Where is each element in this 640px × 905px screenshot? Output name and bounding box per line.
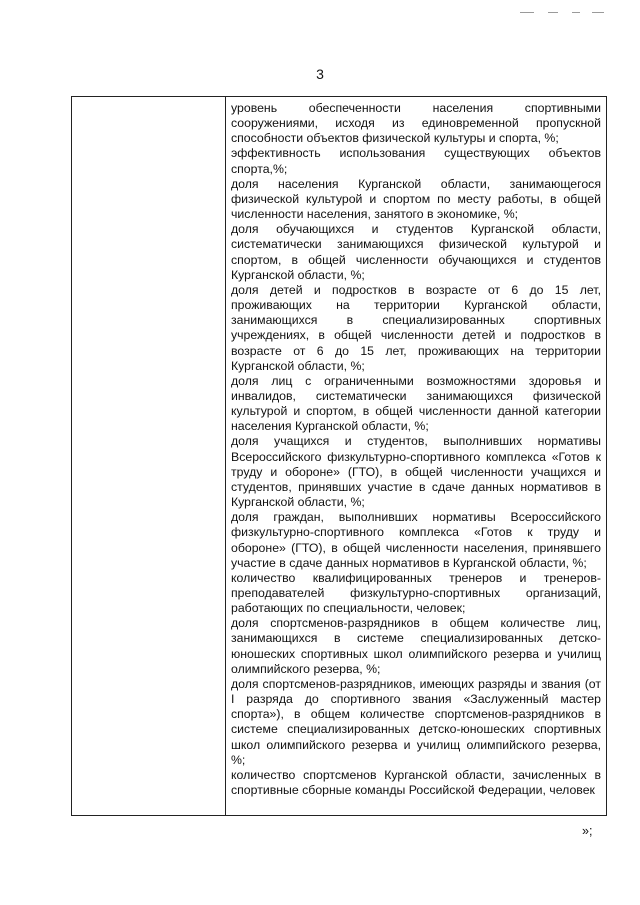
indicator-item: эффективность использования существующих объектов спорта,%; — [231, 146, 601, 176]
indicator-item: доля населения Курганской области, занимающегося физической культурой и спортом по месту работы, в общей численности населения, занятого в экономике, %; — [231, 176, 601, 222]
indicator-item: уровень обеспеченности населения спортивными сооружениями, исходя из единовременной пропускной способности объектов физической культуры и спорта, %; — [231, 101, 601, 146]
indicator-item: доля детей и подростков в возрасте от 6 до 15 лет, проживающих на территории Курганской области, занимающихся в специализированных спортивных учреждениях, в общей численности детей и подростков в возрасте от 6 до 15 лет, проживающих на территории Курганской области, %; — [231, 282, 601, 373]
scan-artifact-top — [572, 12, 580, 13]
indicator-item: количество спортсменов Курганской области, зачисленных в спортивные сборные команды Российской Федерации, человек — [231, 767, 601, 798]
indicator-item: доля лиц с ограниченными возможностями здоровья и инвалидов, систематически занимающихся физической культурой и спортом, в общей численности данной категории населения Курганской области, %; — [231, 373, 601, 434]
indicator-item: доля обучающихся и студентов Курганской области, систематически занимающихся физической культурой и спортом, в общей численности обучающихся и студентов Курганской области, %; — [231, 222, 601, 282]
closing-quote-mark: »; — [582, 824, 593, 838]
indicators-table — [71, 96, 607, 816]
indicators-cell — [231, 101, 601, 798]
indicator-item: доля граждан, выполнивших нормативы Всероссийского физкультурно-спортивного комплекса «Готов к труду и обороне» (ГТО), в общей численности населения, принявшего участие в сдаче данных нормативов в Курганской области, %; — [231, 510, 601, 570]
indicator-item: количество квалифицированных тренеров и тренеров-преподавателей физкультурно-спортивных организаций, работающих по специальности, человек; — [231, 570, 601, 616]
scan-artifact-top — [520, 12, 534, 13]
indicator-item: доля учащихся и студентов, выполнивших нормативы Всероссийского физкультурно-спортивного комплекса «Готов к труду и обороне» (ГТО), в общей численности учащихся и студентов, принявших участие в сдаче данных нормативов в Курганской области, %; — [231, 434, 601, 510]
indicator-item: доля спортсменов-разрядников, имеющих разряды и звания (от I разряда до спортивного звания «Заслуженный мастер спорта»), в общем количестве спортсменов-разрядников в системе специализированных детско-юношеских спортивных школ олимпийского резерва и училищ олимпийского резерва, %; — [231, 676, 601, 767]
column-divider — [225, 97, 226, 815]
scan-artifact-top — [592, 12, 604, 13]
page-number: 3 — [316, 66, 324, 82]
scan-artifact-top — [548, 12, 558, 13]
indicator-item: доля спортсменов-разрядников в общем количестве лиц, занимающихся в системе специализированных детско-юношеских спортивных школ олимпийского резерва и училищ олимпийского резерва, %; — [231, 616, 601, 676]
